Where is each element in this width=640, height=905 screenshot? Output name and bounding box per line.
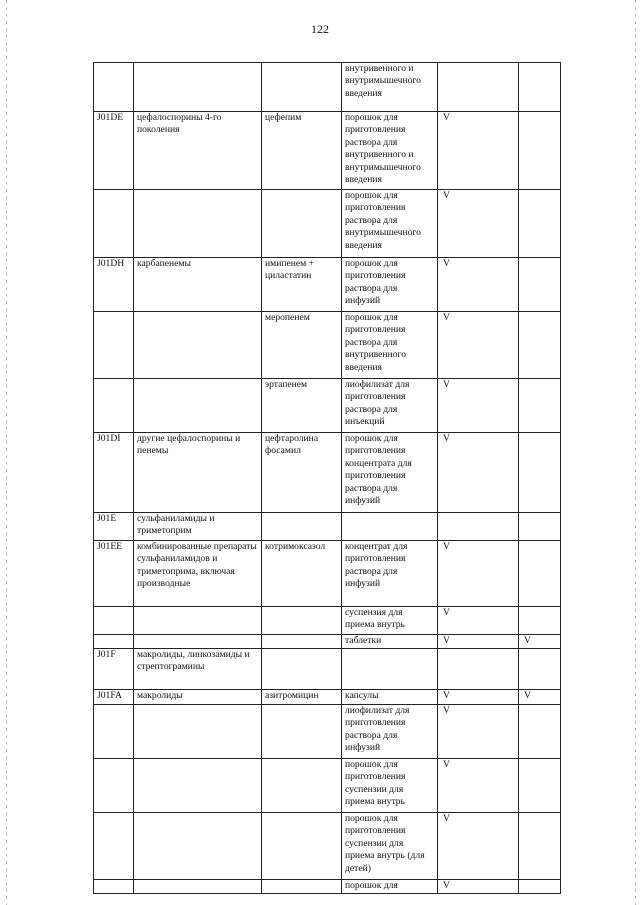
dosage-form-cell: порошок для приготовления суспензии для приема внутрь (для детей)	[342, 813, 438, 880]
mark-cell-1: V	[438, 880, 519, 894]
scan-edge-left	[6, 0, 7, 905]
group-cell	[134, 635, 262, 649]
table-row	[94, 190, 561, 258]
dosage-form-cell: лиофилизат для приготовления раствора для инъекций	[342, 379, 438, 433]
dosage-form-cell: порошок для приготовления суспензии для приема внутрь	[342, 759, 438, 813]
mark-cell-2	[519, 312, 561, 379]
dosage-form-cell: порошок для приготовления раствора для внутримышечного введения	[342, 190, 438, 258]
atc-code-cell	[94, 635, 134, 649]
table-row	[94, 513, 561, 541]
mark-cell-1: V	[438, 690, 519, 705]
table-row	[94, 705, 561, 759]
inn-cell: цефтаролина фосамил	[262, 433, 342, 513]
mark-cell-1: V	[438, 190, 519, 258]
table-row	[94, 433, 561, 513]
atc-code-cell	[94, 190, 134, 258]
mark-cell-1	[438, 649, 519, 690]
group-cell	[134, 759, 262, 813]
group-cell: цефалоспорины 4-го поколения	[134, 112, 262, 190]
group-cell: другие цефалоспорины и пенемы	[134, 433, 262, 513]
table-row	[94, 607, 561, 635]
mark-cell-2	[519, 513, 561, 541]
page-number: 122	[311, 22, 329, 36]
atc-code-cell	[94, 759, 134, 813]
dosage-form-cell: таблетки	[342, 635, 438, 649]
mark-cell-1: V	[438, 541, 519, 607]
group-cell	[134, 705, 262, 759]
dosage-form-cell: капсулы	[342, 690, 438, 705]
dosage-form-cell: суспензия для приема внутрь	[342, 607, 438, 635]
atc-code-cell	[94, 705, 134, 759]
table-row	[94, 541, 561, 607]
mark-cell-1: V	[438, 607, 519, 635]
inn-cell	[262, 880, 342, 894]
inn-cell: меропенем	[262, 312, 342, 379]
mark-cell-1: V	[438, 759, 519, 813]
mark-cell-2	[519, 63, 561, 112]
inn-cell	[262, 649, 342, 690]
mark-cell-2	[519, 541, 561, 607]
table-row	[94, 258, 561, 312]
mark-cell-1: V	[438, 705, 519, 759]
inn-cell: азитромицин	[262, 690, 342, 705]
inn-cell	[262, 759, 342, 813]
table-row	[94, 759, 561, 813]
mark-cell-1: V	[438, 813, 519, 880]
inn-cell	[262, 513, 342, 541]
mark-cell-2	[519, 705, 561, 759]
table-row	[94, 880, 561, 894]
scan-edge-right	[635, 0, 636, 905]
mark-cell-2	[519, 112, 561, 190]
inn-cell: имипенем + циластатин	[262, 258, 342, 312]
table-row	[94, 690, 561, 705]
mark-cell-2	[519, 759, 561, 813]
dosage-form-cell	[342, 513, 438, 541]
table-row	[94, 379, 561, 433]
mark-cell-1: V	[438, 379, 519, 433]
atc-code-cell: J01FA	[94, 690, 134, 705]
inn-cell	[262, 190, 342, 258]
atc-code-cell: J01E	[94, 513, 134, 541]
atc-code-cell: J01DH	[94, 258, 134, 312]
inn-cell: котримоксазол	[262, 541, 342, 607]
inn-cell	[262, 607, 342, 635]
mark-cell-1: V	[438, 433, 519, 513]
mark-cell-1: V	[438, 312, 519, 379]
table-row	[94, 635, 561, 649]
table-row	[94, 312, 561, 379]
group-cell: комбинированные препараты сульфаниламидов и триметоприма, включая производные	[134, 541, 262, 607]
mark-cell-2	[519, 379, 561, 433]
group-cell	[134, 880, 262, 894]
dosage-form-cell: лиофилизат для приготовления раствора для инфузий	[342, 705, 438, 759]
mark-cell-2	[519, 433, 561, 513]
dosage-form-cell: порошок для	[342, 880, 438, 894]
mark-cell-1: V	[438, 258, 519, 312]
atc-code-cell: J01DE	[94, 112, 134, 190]
atc-code-cell	[94, 312, 134, 379]
dosage-form-cell: концентрат для приготовления раствора для инфузий	[342, 541, 438, 607]
dosage-form-cell: порошок для приготовления раствора для внутривенного и внутримышечного введения	[342, 112, 438, 190]
inn-cell	[262, 813, 342, 880]
atc-code-cell: J01F	[94, 649, 134, 690]
mark-cell-2	[519, 258, 561, 312]
table-row	[94, 63, 561, 112]
group-cell	[134, 312, 262, 379]
dosage-form-cell: порошок для приготовления раствора для внутривенного введения	[342, 312, 438, 379]
mark-cell-2: V	[519, 690, 561, 705]
inn-cell	[262, 63, 342, 112]
group-cell: макролиды, линкозамиды и стрептограмины	[134, 649, 262, 690]
table-row	[94, 813, 561, 880]
mark-cell-2	[519, 649, 561, 690]
group-cell	[134, 63, 262, 112]
mark-cell-1: V	[438, 112, 519, 190]
inn-cell: цефепим	[262, 112, 342, 190]
atc-code-cell	[94, 379, 134, 433]
mark-cell-1: V	[438, 635, 519, 649]
atc-code-cell: J01EE	[94, 541, 134, 607]
table-row	[94, 112, 561, 190]
dosage-form-cell: порошок для приготовления концентрата для приготовления раствора для инфузий	[342, 433, 438, 513]
mark-cell-2	[519, 813, 561, 880]
atc-code-cell	[94, 607, 134, 635]
mark-cell-1	[438, 63, 519, 112]
atc-code-cell	[94, 880, 134, 894]
mark-cell-2: V	[519, 635, 561, 649]
dosage-form-cell: порошок для приготовления раствора для инфузий	[342, 258, 438, 312]
dosage-form-cell: внутривенного и внутримышечного введения	[342, 63, 438, 112]
group-cell: сульфаниламиды и триметоприм	[134, 513, 262, 541]
group-cell	[134, 379, 262, 433]
atc-code-cell: J01DI	[94, 433, 134, 513]
inn-cell: эртапенем	[262, 379, 342, 433]
group-cell	[134, 607, 262, 635]
mark-cell-1	[438, 513, 519, 541]
mark-cell-2	[519, 880, 561, 894]
atc-code-cell	[94, 63, 134, 112]
dosage-form-cell	[342, 649, 438, 690]
inn-cell	[262, 705, 342, 759]
group-cell	[134, 190, 262, 258]
drug-list-table	[93, 62, 561, 894]
atc-code-cell	[94, 813, 134, 880]
inn-cell	[262, 635, 342, 649]
mark-cell-2	[519, 190, 561, 258]
group-cell: карбапенемы	[134, 258, 262, 312]
group-cell: макролиды	[134, 690, 262, 705]
group-cell	[134, 813, 262, 880]
table-row	[94, 649, 561, 690]
mark-cell-2	[519, 607, 561, 635]
